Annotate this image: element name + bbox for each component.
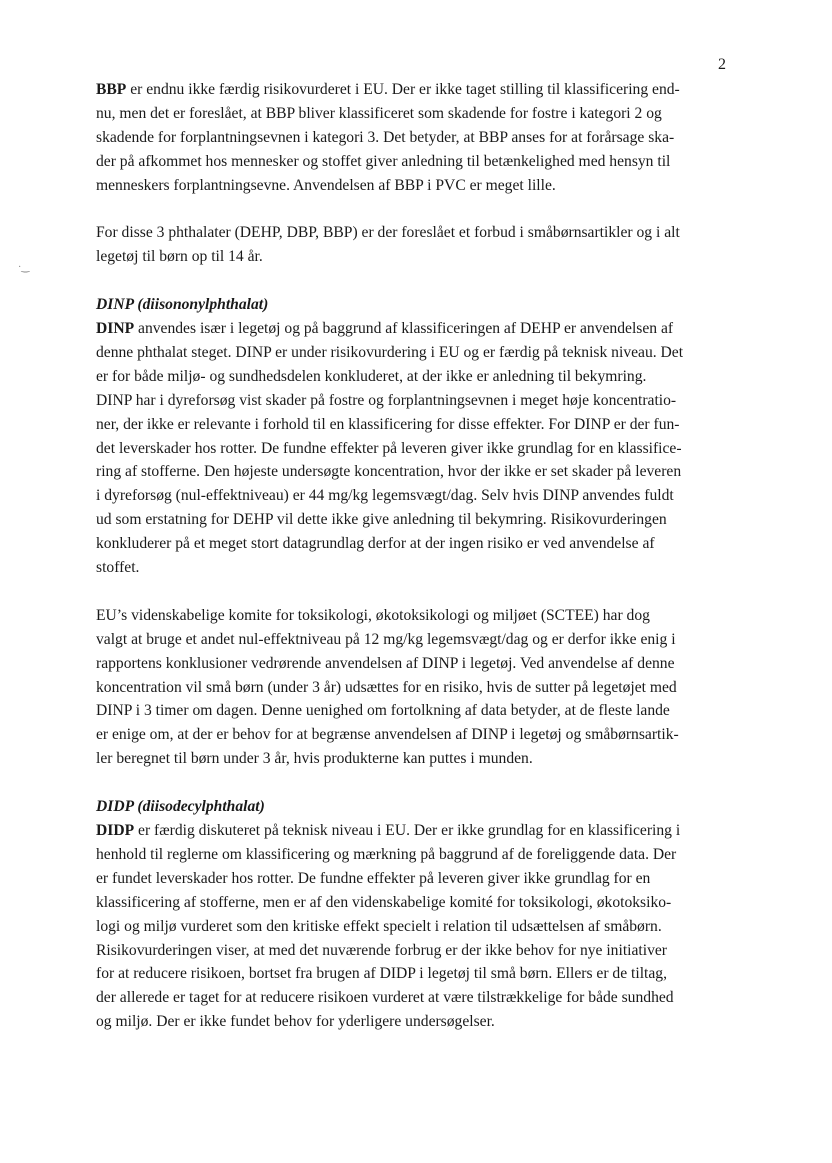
text-line: ler beregnet til børn under 3 år, hvis produkterne kan puttes i munden.: [96, 750, 533, 768]
text-line: for at reducere risikoen, bortset fra brugen af DIDP i legetøj til små børn. Ellers er de tiltag,: [96, 965, 667, 983]
text-line: nu, men det er foreslået, at BBP bliver klassificeret som skadende for fostre i kategori 2 og: [96, 104, 662, 122]
text-line: [96, 317, 746, 341]
text-line: koncentration vil små børn (under 3 år) udsættes for en risiko, hvis de sutter på legetøjet med: [96, 678, 677, 696]
text-line: denne phthalat steget. DINP er under risikovurdering i EU og er færdig på teknisk niveau. Det: [96, 344, 684, 362]
text-line: logi og miljø vurderet som den kritiske effekt specielt i relation til udsættelsen af småbørn.: [96, 917, 662, 935]
paragraph-gap: [96, 771, 746, 795]
dinp-lead: DINP: [96, 320, 135, 338]
paragraph-phthalates-ban: [96, 221, 746, 269]
dinp-heading: DINP (diisononylphthalat): [96, 296, 269, 314]
text-line: menneskers forplantningsevne. Anvendelsen af BBP i PVC er meget lille.: [96, 176, 556, 194]
text-line: det leverskader hos rotter. De fundne effekter på leveren giver ikke grundlag for en klassifice-: [96, 439, 682, 457]
text-line: rapportens konklusioner vedrørende anvendelsen af DINP i legetøj. Ved anvendelse af denne: [96, 654, 675, 672]
text-line-rest: er færdig diskuteret på teknisk niveau i EU. Der er ikke grundlag for en klassificering i: [134, 822, 681, 840]
paragraph-sctee: [96, 604, 746, 771]
text-line: er for både miljø- og sundhedsdelen konkluderet, at der ikke er anledning til bekymring.: [96, 367, 647, 385]
bbp-lead: BBP: [96, 81, 127, 98]
text-line-rest: anvendes især i legetøj og på baggrund af klassificeringen af DEHP er anvendelsen af: [134, 320, 674, 338]
text-line: Risikovurderingen viser, at med det nuværende forbrug er der ikke behov for nye initiativer: [96, 941, 667, 959]
text-line: er fundet leverskader hos rotter. De fundne effekter på leveren giver ikke grundlag for en: [96, 869, 651, 887]
section-didp: [96, 795, 746, 1034]
text-line-rest: er endnu ikke færdig risikovurderet i EU. Der er ikke taget stilling til klassificering end-: [126, 81, 680, 98]
text-line: valgt at bruge et andet nul-effektniveau på 12 mg/kg legemsvægt/dag og er derfor ikke enig i: [96, 630, 676, 648]
text-line: [96, 819, 746, 843]
document-body: [96, 78, 746, 1034]
text-line: skadende for forplantningsevnen i kategori 3. Det betyder, at BBP anses for at forårsage ska-: [96, 128, 675, 146]
text-line: er enige om, at der er behov for at begrænse anvendelsen af DINP i legetøj og småbørnsartik-: [96, 726, 679, 744]
text-line: For disse 3 phthalater (DEHP, DBP, BBP) er der foreslået et forbud i småbørnsartikler og i alt: [96, 224, 680, 242]
text-line: stoffet.: [96, 559, 140, 577]
text-line: der allerede er taget for at reducere risikoen vurderet at være tilstrækkelige for både sundhed: [96, 989, 674, 1007]
paragraph-gap: [96, 269, 746, 293]
text-line: EU’s videnskabelige komite for toksikologi, økotoksikologi og miljøet (SCTEE) har dog: [96, 606, 650, 624]
didp-heading: DIDP (diisodecylphthalat): [96, 798, 265, 816]
text-line: klassificering af stofferne, men er af den videnskabelige komité for toksikologi, økotoksiko-: [96, 893, 672, 911]
text-line: henhold til reglerne om klassificering og mærkning på baggrund af de foreliggende data. Der: [96, 845, 677, 863]
scan-speck: ·‿: [18, 262, 30, 273]
text-line: der på afkommet hos mennesker og stoffet giver anledning til betænkelighed med hensyn til: [96, 152, 671, 170]
text-line: ner, der ikke er relevante i forhold til en klassificering for disse effekter. For DINP er der fun-: [96, 415, 680, 433]
text-line: i dyreforsøg (nul-effektniveau) er 44 mg/kg legemsvægt/dag. Selv hvis DINP anvendes fuldt: [96, 487, 674, 505]
page-number: 2: [718, 56, 726, 73]
text-line: DINP i 3 timer om dagen. Denne uenighed om fortolkning af data betyder, at de fleste lande: [96, 702, 670, 720]
text-line: ud som erstatning for DEHP vil dette ikke give anledning til bekymring. Risikovurderingen: [96, 511, 667, 529]
paragraph-bbp: [96, 78, 746, 197]
text-line: og miljø. Der er ikke fundet behov for yderligere undersøgelser.: [96, 1013, 495, 1031]
text-line: legetøj til børn op til 14 år.: [96, 248, 263, 266]
paragraph-gap: [96, 197, 746, 221]
section-dinp: [96, 293, 746, 580]
didp-lead: DIDP: [96, 822, 135, 840]
text-line: [96, 78, 746, 102]
paragraph-gap: [96, 580, 746, 604]
text-line: ring af stofferne. Den højeste undersøgte koncentration, hvor der ikke er set skader på leveren: [96, 463, 682, 481]
text-line: DINP har i dyreforsøg vist skader på fostre og forplantningsevnen i meget høje koncentratio-: [96, 391, 677, 409]
text-line: konkluderer på et meget stort datagrundlag derfor at der ingen risiko er ved anvendelse af: [96, 535, 655, 553]
